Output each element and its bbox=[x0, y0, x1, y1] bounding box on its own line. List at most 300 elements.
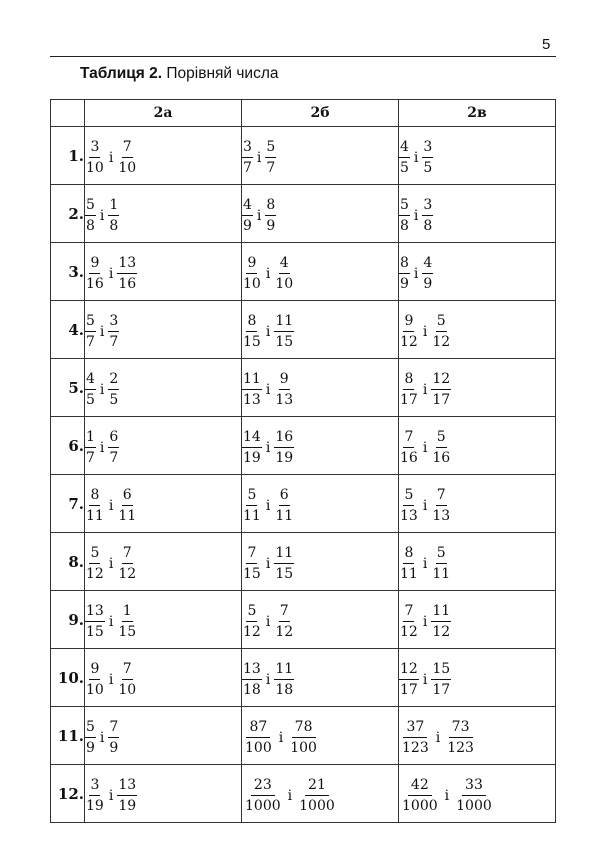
row-number: 2. bbox=[51, 185, 85, 243]
caption-text: Порівняй числа bbox=[162, 65, 279, 82]
fraction bbox=[85, 546, 105, 581]
comparison-cell bbox=[399, 533, 556, 591]
denominator: 12 bbox=[400, 334, 418, 350]
denominator: 12 bbox=[243, 624, 261, 640]
fraction-pair bbox=[242, 430, 294, 465]
denominator: 12 bbox=[118, 566, 137, 582]
fraction bbox=[274, 372, 294, 407]
fraction-pair bbox=[242, 720, 320, 755]
fraction bbox=[242, 720, 275, 755]
denominator: 11 bbox=[118, 508, 137, 524]
conjunction: і bbox=[108, 265, 114, 282]
numerator: 14 bbox=[242, 430, 262, 448]
numerator: 8 bbox=[403, 546, 414, 564]
fraction bbox=[296, 778, 338, 813]
fraction bbox=[117, 662, 137, 697]
numerator: 4 bbox=[279, 256, 290, 274]
denominator: 9 bbox=[266, 218, 276, 234]
fraction bbox=[242, 546, 262, 581]
conjunction: і bbox=[422, 555, 428, 572]
fraction-pair bbox=[399, 720, 477, 755]
numerator: 7 bbox=[122, 546, 133, 564]
row-number: 5. bbox=[51, 359, 85, 417]
conjunction: і bbox=[108, 613, 114, 630]
numerator: 11 bbox=[274, 314, 294, 332]
fraction bbox=[242, 314, 262, 349]
numerator: 5 bbox=[403, 488, 414, 506]
column-header: 2а bbox=[85, 100, 242, 127]
fraction bbox=[85, 778, 105, 813]
conjunction: і bbox=[422, 381, 428, 398]
comparison-cell bbox=[399, 417, 556, 475]
row-number: 4. bbox=[51, 301, 85, 359]
fraction bbox=[117, 488, 137, 523]
row-number: 10. bbox=[51, 649, 85, 707]
conjunction: і bbox=[265, 671, 271, 688]
fraction-pair bbox=[85, 546, 137, 581]
numerator: 3 bbox=[422, 140, 433, 158]
fraction-pair bbox=[399, 662, 451, 697]
table-row bbox=[51, 417, 556, 475]
column-header: 2в bbox=[399, 100, 556, 127]
fraction bbox=[85, 488, 105, 523]
table-row bbox=[51, 301, 556, 359]
fraction bbox=[242, 198, 253, 233]
fraction bbox=[431, 488, 451, 523]
denominator: 13 bbox=[243, 392, 261, 408]
numerator: 73 bbox=[449, 720, 473, 738]
comparison-cell bbox=[399, 185, 556, 243]
numerator: 5 bbox=[246, 604, 257, 622]
fraction bbox=[399, 488, 419, 523]
denominator: 18 bbox=[275, 682, 294, 698]
fraction bbox=[399, 720, 432, 755]
fraction bbox=[85, 604, 105, 639]
denominator: 10 bbox=[86, 160, 104, 176]
corner-cell bbox=[51, 100, 85, 127]
comparison-table bbox=[50, 99, 556, 823]
row-number: 1. bbox=[51, 127, 85, 185]
numerator: 6 bbox=[279, 488, 290, 506]
row-number: 3. bbox=[51, 243, 85, 301]
header-rule bbox=[50, 56, 556, 57]
comparison-cell bbox=[85, 359, 242, 417]
numerator: 16 bbox=[274, 430, 294, 448]
fraction bbox=[242, 488, 262, 523]
fraction bbox=[399, 778, 441, 813]
denominator: 19 bbox=[243, 450, 261, 466]
denominator: 5 bbox=[109, 392, 119, 408]
conjunction: і bbox=[265, 555, 271, 572]
denominator: 7 bbox=[266, 160, 276, 176]
fraction bbox=[85, 198, 96, 233]
denominator: 19 bbox=[275, 450, 294, 466]
conjunction: і bbox=[422, 439, 428, 456]
conjunction: і bbox=[265, 381, 271, 398]
numerator: 5 bbox=[85, 720, 96, 738]
fraction bbox=[274, 488, 294, 523]
denominator: 17 bbox=[432, 682, 451, 698]
table-row bbox=[51, 185, 556, 243]
fraction bbox=[274, 430, 294, 465]
numerator: 4 bbox=[399, 140, 410, 158]
fraction bbox=[242, 662, 262, 697]
fraction-pair bbox=[85, 430, 119, 465]
comparison-cell bbox=[85, 591, 242, 649]
row-number: 12. bbox=[51, 765, 85, 823]
numerator: 8 bbox=[246, 314, 257, 332]
numerator: 9 bbox=[246, 256, 257, 274]
table-row bbox=[51, 533, 556, 591]
comparison-cell bbox=[399, 649, 556, 707]
numerator: 9 bbox=[89, 256, 100, 274]
table-caption bbox=[80, 65, 279, 83]
denominator: 13 bbox=[432, 508, 451, 524]
fraction bbox=[453, 778, 495, 813]
numerator: 12 bbox=[431, 372, 451, 390]
comparison-cell bbox=[399, 359, 556, 417]
numerator: 78 bbox=[292, 720, 316, 738]
numerator: 7 bbox=[436, 488, 447, 506]
numerator: 3 bbox=[89, 778, 100, 796]
conjunction: і bbox=[278, 729, 284, 746]
fraction-pair bbox=[399, 488, 451, 523]
numerator: 3 bbox=[108, 314, 119, 332]
fraction-pair bbox=[399, 198, 433, 233]
fraction bbox=[242, 604, 262, 639]
fraction bbox=[85, 256, 105, 291]
fraction bbox=[399, 604, 419, 639]
conjunction: і bbox=[265, 497, 271, 514]
numerator: 21 bbox=[305, 778, 329, 796]
fraction bbox=[431, 604, 451, 639]
conjunction: і bbox=[444, 787, 450, 804]
denominator: 11 bbox=[86, 508, 104, 524]
fraction-pair bbox=[85, 662, 137, 697]
denominator: 11 bbox=[432, 566, 451, 582]
conjunction: і bbox=[435, 729, 441, 746]
fraction bbox=[287, 720, 320, 755]
fraction-pair bbox=[85, 604, 137, 639]
caption-label: Таблиця 2. bbox=[80, 65, 163, 82]
fraction bbox=[85, 662, 105, 697]
conjunction: і bbox=[422, 497, 428, 514]
comparison-cell bbox=[399, 765, 556, 823]
fraction bbox=[242, 372, 262, 407]
fraction bbox=[108, 314, 119, 349]
table-row bbox=[51, 475, 556, 533]
fraction bbox=[117, 778, 137, 813]
numerator: 13 bbox=[117, 778, 137, 796]
conjunction: і bbox=[256, 207, 262, 224]
conjunction: і bbox=[413, 265, 419, 282]
numerator: 4 bbox=[242, 198, 253, 216]
fraction bbox=[274, 256, 294, 291]
fraction bbox=[85, 720, 96, 755]
fraction bbox=[274, 604, 294, 639]
numerator: 11 bbox=[431, 604, 451, 622]
conjunction: і bbox=[413, 149, 419, 166]
fraction bbox=[431, 430, 451, 465]
fraction bbox=[422, 256, 433, 291]
denominator: 5 bbox=[423, 160, 433, 176]
table-row bbox=[51, 707, 556, 765]
conjunction: і bbox=[99, 381, 105, 398]
denominator: 8 bbox=[400, 218, 409, 234]
fraction bbox=[431, 546, 451, 581]
numerator: 37 bbox=[403, 720, 427, 738]
numerator: 6 bbox=[122, 488, 133, 506]
numerator: 4 bbox=[422, 256, 433, 274]
fraction-pair bbox=[85, 778, 137, 813]
fraction bbox=[422, 198, 433, 233]
denominator: 17 bbox=[432, 392, 451, 408]
fraction bbox=[108, 430, 119, 465]
table-row bbox=[51, 243, 556, 301]
comparison-cell bbox=[242, 417, 399, 475]
conjunction: і bbox=[108, 555, 114, 572]
denominator: 12 bbox=[432, 334, 451, 350]
comparison-cell bbox=[242, 243, 399, 301]
comparison-cell bbox=[242, 185, 399, 243]
comparison-cell bbox=[242, 649, 399, 707]
denominator: 8 bbox=[86, 218, 95, 234]
numerator: 5 bbox=[436, 430, 447, 448]
denominator: 7 bbox=[243, 160, 252, 176]
comparison-cell bbox=[242, 475, 399, 533]
comparison-cell bbox=[399, 707, 556, 765]
row-number: 8. bbox=[51, 533, 85, 591]
conjunction: і bbox=[99, 207, 105, 224]
fraction-pair bbox=[85, 256, 137, 291]
fraction bbox=[422, 140, 433, 175]
fraction-pair bbox=[399, 256, 433, 291]
fraction bbox=[85, 314, 96, 349]
table-row bbox=[51, 359, 556, 417]
fraction bbox=[108, 372, 119, 407]
fraction bbox=[399, 546, 419, 581]
numerator: 7 bbox=[246, 546, 257, 564]
numerator: 5 bbox=[399, 198, 410, 216]
fraction-pair bbox=[242, 488, 294, 523]
numerator: 9 bbox=[89, 662, 100, 680]
denominator: 13 bbox=[400, 508, 418, 524]
comparison-cell bbox=[242, 765, 399, 823]
numerator: 7 bbox=[122, 662, 133, 680]
numerator: 3 bbox=[242, 140, 253, 158]
fraction bbox=[399, 140, 410, 175]
denominator: 123 bbox=[402, 740, 429, 756]
fraction bbox=[274, 662, 294, 697]
numerator: 8 bbox=[89, 488, 100, 506]
fraction-pair bbox=[399, 372, 451, 407]
numerator: 33 bbox=[462, 778, 486, 796]
numerator: 7 bbox=[403, 430, 414, 448]
numerator: 5 bbox=[85, 198, 96, 216]
numerator: 5 bbox=[436, 546, 447, 564]
fraction bbox=[117, 140, 137, 175]
comparison-cell bbox=[85, 185, 242, 243]
comparison-cell bbox=[242, 591, 399, 649]
denominator: 15 bbox=[118, 624, 137, 640]
denominator: 9 bbox=[243, 218, 252, 234]
denominator: 10 bbox=[243, 276, 261, 292]
denominator: 10 bbox=[118, 682, 137, 698]
table-row bbox=[51, 591, 556, 649]
conjunction: і bbox=[108, 149, 114, 166]
numerator: 12 bbox=[399, 662, 419, 680]
fraction-pair bbox=[399, 430, 451, 465]
fraction bbox=[399, 198, 410, 233]
denominator: 100 bbox=[290, 740, 317, 756]
comparison-cell bbox=[85, 533, 242, 591]
conjunction: і bbox=[99, 439, 105, 456]
conjunction: і bbox=[108, 787, 114, 804]
numerator: 13 bbox=[242, 662, 262, 680]
numerator: 9 bbox=[403, 314, 414, 332]
denominator: 12 bbox=[86, 566, 104, 582]
denominator: 19 bbox=[86, 798, 104, 814]
fraction bbox=[274, 314, 294, 349]
fraction bbox=[108, 198, 119, 233]
denominator: 16 bbox=[432, 450, 451, 466]
denominator: 7 bbox=[86, 334, 95, 350]
fraction-pair bbox=[399, 140, 433, 175]
fraction-pair bbox=[399, 604, 451, 639]
comparison-cell bbox=[242, 707, 399, 765]
numerator: 11 bbox=[274, 546, 294, 564]
numerator: 13 bbox=[85, 604, 105, 622]
page-number: 5 bbox=[542, 36, 551, 53]
denominator: 10 bbox=[86, 682, 104, 698]
fraction bbox=[242, 778, 284, 813]
denominator: 10 bbox=[118, 160, 137, 176]
fraction-pair bbox=[399, 778, 495, 813]
fraction-pair bbox=[242, 662, 294, 697]
header-row bbox=[51, 100, 556, 127]
conjunction: і bbox=[413, 207, 419, 224]
fraction bbox=[444, 720, 477, 755]
numerator: 7 bbox=[403, 604, 414, 622]
denominator: 12 bbox=[400, 624, 418, 640]
conjunction: і bbox=[265, 265, 271, 282]
numerator: 5 bbox=[436, 314, 447, 332]
denominator: 16 bbox=[118, 276, 137, 292]
numerator: 5 bbox=[89, 546, 100, 564]
fraction-pair bbox=[242, 198, 276, 233]
fraction bbox=[265, 198, 276, 233]
fraction bbox=[399, 314, 419, 349]
fraction bbox=[274, 546, 294, 581]
denominator: 16 bbox=[400, 450, 418, 466]
row-number: 7. bbox=[51, 475, 85, 533]
conjunction: і bbox=[265, 323, 271, 340]
fraction bbox=[108, 720, 119, 755]
numerator: 9 bbox=[279, 372, 290, 390]
comparison-cell bbox=[399, 591, 556, 649]
fraction-pair bbox=[85, 372, 119, 407]
fraction-pair bbox=[85, 488, 137, 523]
fraction-pair bbox=[85, 720, 119, 755]
fraction bbox=[431, 314, 451, 349]
comparison-cell bbox=[85, 301, 242, 359]
comparison-cell bbox=[85, 475, 242, 533]
numerator: 7 bbox=[122, 140, 133, 158]
column-header: 2б bbox=[242, 100, 399, 127]
comparison-cell bbox=[242, 127, 399, 185]
numerator: 1 bbox=[108, 198, 119, 216]
denominator: 15 bbox=[275, 334, 294, 350]
numerator: 3 bbox=[89, 140, 100, 158]
fraction-pair bbox=[242, 546, 294, 581]
denominator: 5 bbox=[86, 392, 95, 408]
fraction bbox=[399, 662, 419, 697]
numerator: 42 bbox=[408, 778, 432, 796]
comparison-cell bbox=[399, 475, 556, 533]
denominator: 7 bbox=[109, 450, 119, 466]
fraction-pair bbox=[85, 140, 137, 175]
fraction bbox=[399, 256, 410, 291]
numerator: 4 bbox=[85, 372, 96, 390]
table-body bbox=[51, 127, 556, 823]
numerator: 1 bbox=[122, 604, 133, 622]
comparison-cell bbox=[242, 359, 399, 417]
comparison-cell bbox=[85, 649, 242, 707]
row-number: 11. bbox=[51, 707, 85, 765]
denominator: 17 bbox=[400, 392, 418, 408]
denominator: 9 bbox=[109, 740, 119, 756]
numerator: 23 bbox=[251, 778, 275, 796]
denominator: 5 bbox=[400, 160, 409, 176]
fraction bbox=[265, 140, 276, 175]
fraction-pair bbox=[85, 198, 119, 233]
comparison-cell bbox=[399, 127, 556, 185]
conjunction: і bbox=[265, 439, 271, 456]
fraction bbox=[85, 140, 105, 175]
conjunction: і bbox=[99, 729, 105, 746]
comparison-cell bbox=[85, 765, 242, 823]
fraction bbox=[85, 372, 96, 407]
fraction-pair bbox=[242, 314, 294, 349]
numerator: 8 bbox=[403, 372, 414, 390]
denominator: 7 bbox=[86, 450, 95, 466]
fraction bbox=[117, 604, 137, 639]
fraction-pair bbox=[242, 256, 294, 291]
denominator: 123 bbox=[447, 740, 474, 756]
denominator: 1000 bbox=[299, 798, 335, 814]
conjunction: і bbox=[265, 613, 271, 630]
comparison-cell bbox=[242, 301, 399, 359]
denominator: 9 bbox=[423, 276, 433, 292]
numerator: 7 bbox=[279, 604, 290, 622]
denominator: 9 bbox=[86, 740, 95, 756]
denominator: 15 bbox=[243, 566, 261, 582]
numerator: 2 bbox=[108, 372, 119, 390]
table-row bbox=[51, 649, 556, 707]
fraction-pair bbox=[242, 604, 294, 639]
comparison-cell bbox=[85, 127, 242, 185]
fraction bbox=[242, 140, 253, 175]
conjunction: і bbox=[108, 497, 114, 514]
numerator: 3 bbox=[422, 198, 433, 216]
denominator: 1000 bbox=[402, 798, 438, 814]
fraction-pair bbox=[242, 140, 276, 175]
row-number: 6. bbox=[51, 417, 85, 475]
denominator: 11 bbox=[275, 508, 294, 524]
denominator: 13 bbox=[275, 392, 294, 408]
comparison-cell bbox=[399, 243, 556, 301]
fraction bbox=[117, 546, 137, 581]
